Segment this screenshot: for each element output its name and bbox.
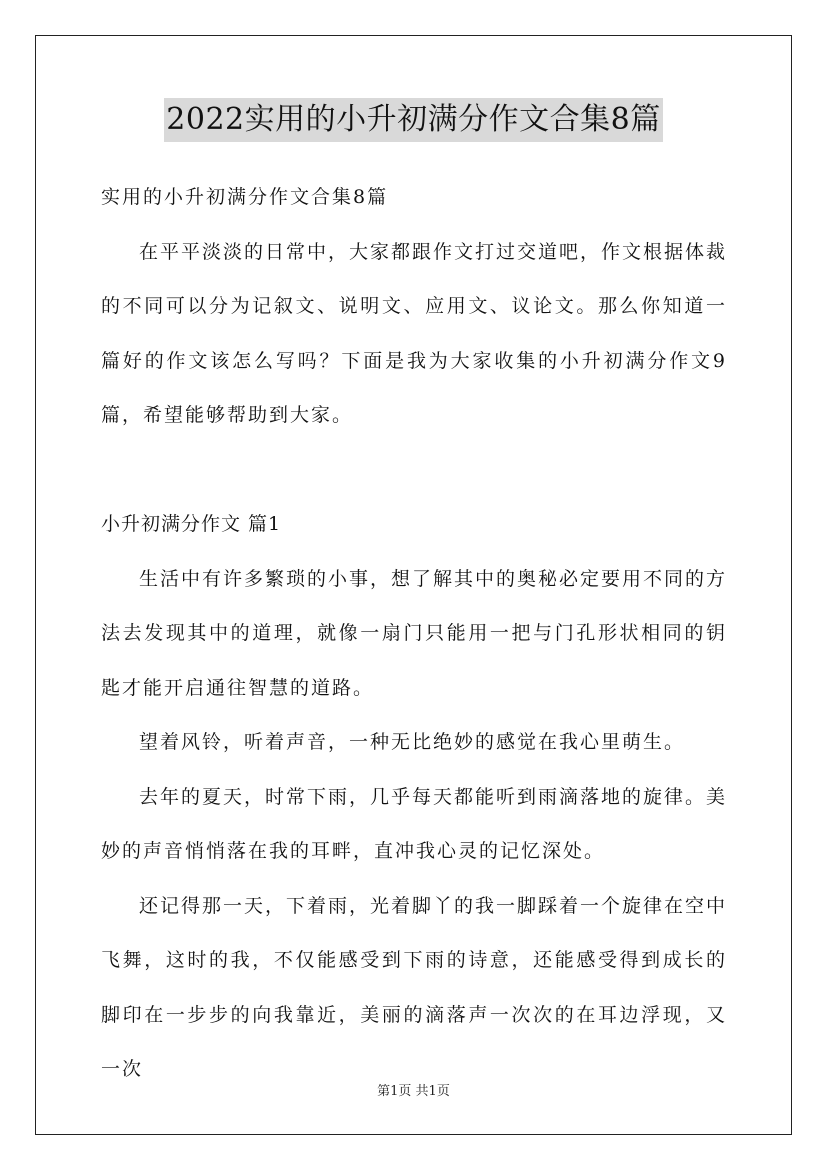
document-body: [101, 170, 727, 1097]
body-paragraph-4: 还记得那一天，下着雨，光着脚丫的我一脚踩着一个旋律在空中飞舞，这时的我，不仅能感受到下雨的诗意，还能感受得到成长的脚印在一步步的向我靠近，美丽的滴落声一次次的在耳边浮现，又一次: [101, 894, 728, 1080]
document-subtitle: 实用的小升初满分作文合集8篇: [101, 186, 389, 208]
body-paragraph-2: 望着风铃，听着声音，一种无比绝妙的感觉在我心里萌生。: [139, 731, 686, 753]
body-paragraph-3: 去年的夏天，时常下雨，几乎每天都能听到雨滴落地的旋律。美妙的声音悄悄落在我的耳畔，直冲我心灵的记忆深处。: [101, 785, 728, 862]
document-title-block: [0, 98, 827, 142]
blank-line: [101, 443, 727, 498]
page-number: 第1页 共1页: [377, 1084, 450, 1099]
section-heading: 小升初满分作文 篇1: [101, 513, 282, 535]
intro-paragraph: 在平平淡淡的日常中，大家都跟作文打过交道吧，作文根据体裁的不同可以分为记叙文、说明文、应用文、议论文。那么你知道一篇好的作文该怎么写吗？下面是我为大家收集的小升初满分作文9篇，希望能够帮助到大家。: [101, 240, 728, 426]
page-footer: [0, 1083, 827, 1101]
body-paragraph-1: 生活中有许多繁琐的小事，想了解其中的奥秘必定要用不同的方法去发现其中的道理，就像一扇门只能用一把与门孔形状相同的钥匙才能开启通往智慧的道路。: [101, 567, 728, 699]
document-title: 2022实用的小升初满分作文合集8篇: [164, 98, 662, 142]
